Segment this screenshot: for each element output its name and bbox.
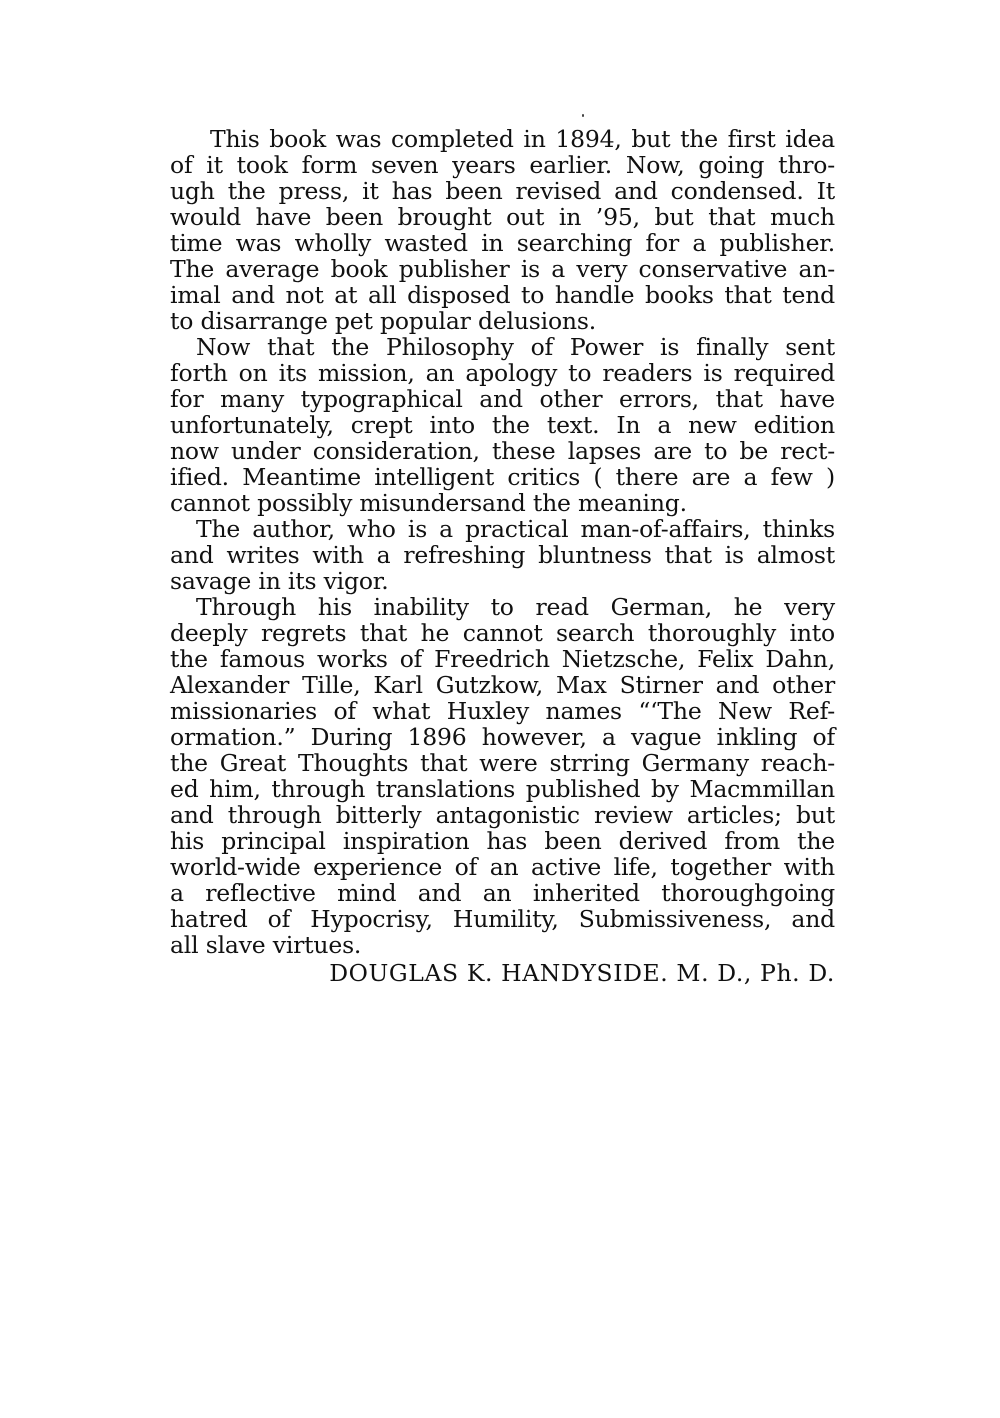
paragraph-4-line-10: his principal inspiration has been derived from the bbox=[170, 827, 835, 855]
paragraph-1-line-2: of it took form seven years earlier. Now, going thro- bbox=[170, 151, 835, 179]
paragraph-1-line-5: time was wholly wasted in searching for a publisher. bbox=[170, 229, 835, 257]
paragraph-1-line-6: The average book publisher is a very conservative an- bbox=[170, 255, 835, 283]
paragraph-2-line-3: for many typographical and other errors, that have bbox=[170, 385, 835, 413]
paragraph-4-line-6: ormation.” During 1896 however, a vague inkling of bbox=[170, 723, 835, 751]
paragraph-4-line-14: all slave virtues. bbox=[170, 931, 362, 959]
paragraph-4-line-2: deeply regrets that he cannot search thoroughly into bbox=[170, 619, 835, 647]
print-speck bbox=[582, 114, 584, 117]
paragraph-4-line-1: Through his inability to read German, he very bbox=[196, 593, 835, 621]
paragraph-4-line-5: missionaries of what Huxley names “‘The New Ref- bbox=[170, 697, 835, 725]
paragraph-2-line-7: cannot possibly misundersand the meaning. bbox=[170, 489, 687, 517]
paragraph-4-line-12: a reflective mind and an inherited thoroughgoing bbox=[170, 879, 835, 907]
paragraph-3-line-3: savage in its vigor. bbox=[170, 567, 389, 595]
paragraph-1-line-4: would have been brought out in ’95, but that much bbox=[170, 203, 835, 231]
paragraph-2-line-6: ified. Meantime intelligent critics ( there are a few ) bbox=[170, 463, 835, 491]
paragraph-1-line-8: to disarrange pet popular delusions. bbox=[170, 307, 596, 335]
paragraph-4-line-11: world-wide experience of an active life, together with bbox=[170, 853, 835, 881]
paragraph-1-line-3: ugh the press, it has been revised and condensed. It bbox=[170, 177, 835, 205]
paragraph-3-line-2: and writes with a refreshing bluntness that is almost bbox=[170, 541, 835, 569]
paragraph-4-line-7: the Great Thoughts that were strring Germany reach- bbox=[170, 749, 835, 777]
paragraph-2-line-2: forth on its mission, an apology to readers is required bbox=[170, 359, 835, 387]
paragraph-2-line-5: now under consideration, these lapses are to be rect- bbox=[170, 437, 835, 465]
paragraph-4-line-8: ed him, through translations published by Macmmillan bbox=[170, 775, 835, 803]
paragraph-4-line-4: Alexander Tille, Karl Gutzkow, Max Stirner and other bbox=[170, 671, 835, 699]
author-signature: DOUGLAS K. HANDYSIDE. M. D., Ph. D. bbox=[329, 959, 835, 987]
paragraph-4-line-13: hatred of Hypocrisy, Humility, Submissiveness, and bbox=[170, 905, 835, 933]
paragraph-1-line-1: This book was completed in 1894, but the first idea bbox=[210, 125, 835, 153]
paragraph-2-line-4: unfortunately, crept into the text. In a new edition bbox=[170, 411, 835, 439]
preface-text bbox=[170, 126, 835, 958]
paragraph-4-line-3: the famous works of Freedrich Nietzsche, Felix Dahn, bbox=[170, 645, 835, 673]
paragraph-3-line-1: The author, who is a practical man-of-affairs, thinks bbox=[196, 515, 835, 543]
paragraph-1-line-7: imal and not at all disposed to handle books that tend bbox=[170, 281, 835, 309]
paragraph-4-line-9: and through bitterly antagonistic review articles; but bbox=[170, 801, 835, 829]
paragraph-2-line-1: Now that the Philosophy of Power is finally sent bbox=[196, 333, 835, 361]
